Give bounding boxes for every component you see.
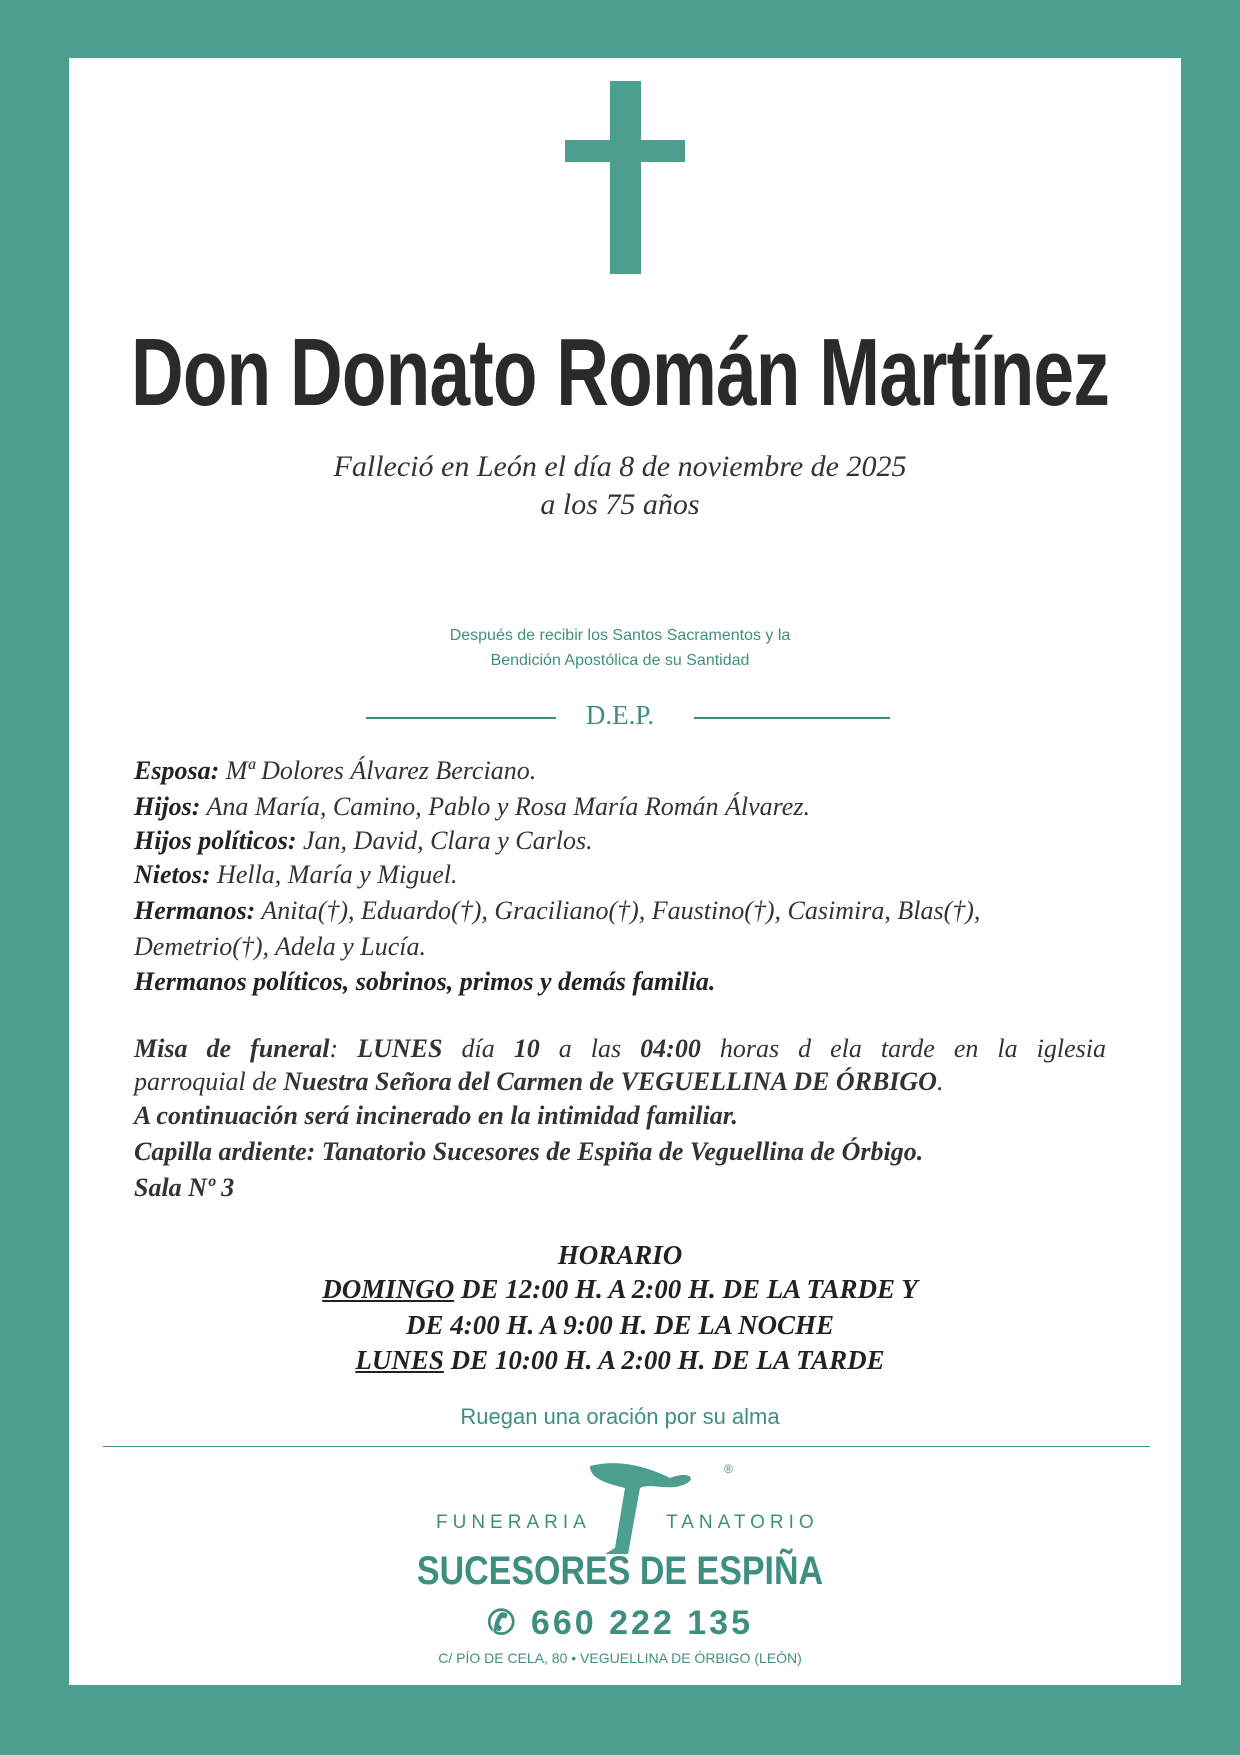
schedule-title: HORARIO <box>557 1240 683 1270</box>
registered-mark: ® <box>724 1462 733 1476</box>
funeral-home-logo-icon <box>580 1458 730 1558</box>
phone-icon: ✆ <box>486 1604 531 1642</box>
family-line: Hijos: Ana María, Camino, Pablo y Rosa María Román Álvarez. <box>134 792 810 821</box>
family-line: Hermanos: Anita(†), Eduardo(†), Graciliano(†), Faustino(†), Casimira, Blas(†), <box>134 896 981 925</box>
sacraments-line-2: Bendición Apostólica de su Santidad <box>490 652 750 669</box>
company-name: SUCESORES DE ESPIÑA <box>416 1549 824 1593</box>
room-line: Sala Nº 3 <box>134 1173 235 1202</box>
chapel-line: Capilla ardiente: Tanatorio Sucesores de Espiña de Veguellina de Órbigo. <box>134 1137 924 1166</box>
death-line: Falleció en León el día 8 de noviembre de 2025 <box>333 450 907 483</box>
family-line: Hijos políticos: Jan, David, Clara y Carlos. <box>134 826 593 855</box>
schedule-line: DOMINGO DE 12:00 H. A 2:00 H. DE LA TARDE Y <box>322 1274 918 1304</box>
family-line: Esposa: Mª Dolores Álvarez Berciano. <box>134 756 537 785</box>
company-address: C/ PÍO DE CELA, 80 • VEGUELLINA DE ÓRBIGO (LEÓN) <box>438 1650 802 1666</box>
divider <box>694 717 890 719</box>
cross-icon <box>610 81 641 274</box>
funeral-line: parroquial de Nuestra Señora del Carmen de VEGUELLINA DE ÓRBIGO. <box>134 1067 944 1096</box>
cross-icon-bar <box>565 140 685 162</box>
family-line: Nietos: Hella, María y Miguel. <box>134 860 458 889</box>
sacraments-line-1: Después de recibir los Santos Sacramentos y la <box>449 627 791 644</box>
dep-label: D.E.P. <box>585 700 655 730</box>
schedule-line: LUNES DE 10:00 H. A 2:00 H. DE LA TARDE <box>355 1345 885 1375</box>
family-line: Demetrio(†), Adela y Lucía. <box>134 932 426 961</box>
family-line: Hermanos políticos, sobrinos, primos y demás familia. <box>134 967 716 996</box>
cremation-line: A continuación será incinerado en la intimidad familiar. <box>134 1101 738 1130</box>
schedule-line: DE 4:00 H. A 9:00 H. DE LA NOCHE <box>405 1310 835 1340</box>
funeral-line: Misa de funeral: LUNES día 10 a las 04:00 horas d ela tarde en la iglesia <box>134 1034 1106 1063</box>
age-line: a los 75 años <box>540 488 700 521</box>
funeraria-label: FUNERARIA <box>436 1512 591 1533</box>
deceased-name: Don Donato Román Martínez <box>130 319 1110 426</box>
company-phone: ✆ 660 222 135 <box>486 1604 753 1642</box>
prayer-text: Ruegan una oración por su alma <box>460 1404 780 1429</box>
divider <box>103 1446 1150 1447</box>
tanatorio-label: TANATORIO <box>666 1512 819 1533</box>
